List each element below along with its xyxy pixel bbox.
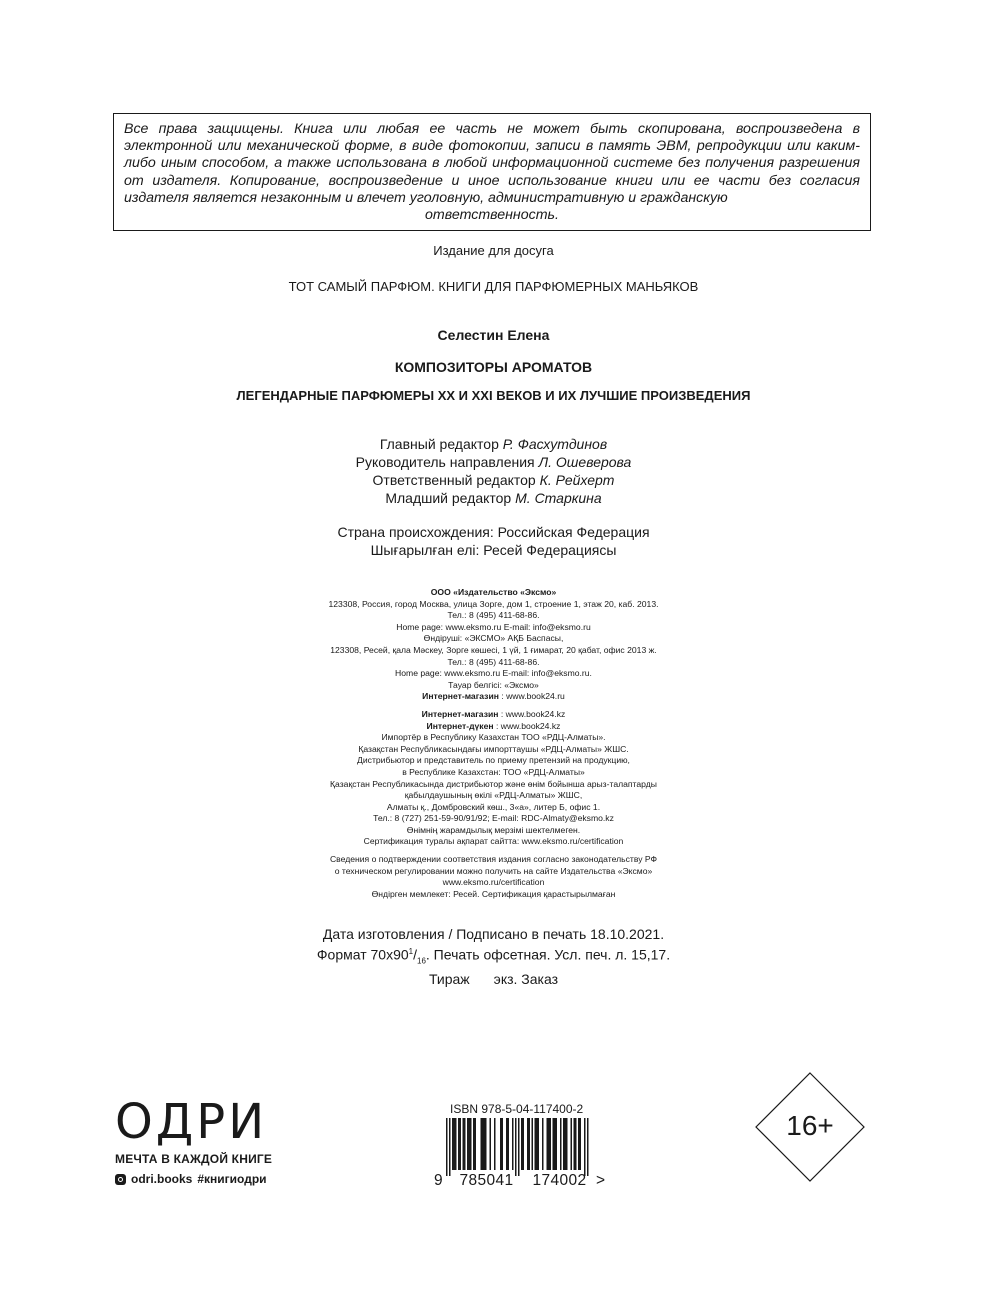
kz-line: қабылдаушының өкілі «РДЦ-Алматы» ЖШС, bbox=[404, 790, 583, 801]
barcode-digits: 9 785041 174002 > bbox=[434, 1172, 606, 1189]
barcode-bar bbox=[547, 1118, 549, 1170]
cert-line: www.eksmo.ru/certification bbox=[442, 877, 545, 888]
tel-kz: Тел.: 8 (495) 411-68-86. bbox=[447, 656, 540, 667]
staff-row bbox=[0, 435, 987, 453]
staff-role: Руководитель направления bbox=[355, 454, 535, 470]
isbn-label: ISBN 978-5-04-117400-2 bbox=[450, 1102, 584, 1116]
barcode-bar bbox=[515, 1118, 517, 1176]
kz-line: Сертификация туралы ақпарат сайтта: www.eksmo.ru/certification bbox=[363, 836, 624, 847]
kz-line: Импортёр в Республику Казахстан ТОО «РДЦ-Алматы». bbox=[381, 732, 606, 743]
publisher-imprint bbox=[0, 587, 987, 900]
kz-line: Қазақстан Республикасындағы импорттаушы «РДЦ-Алматы» ЖШС. bbox=[358, 743, 629, 754]
staff-name: К. Рейхерт bbox=[539, 472, 615, 488]
copyright-line: Все права защищены. Книга или любая ее часть не может быть скопирована, воспроизведена в bbox=[124, 121, 860, 137]
social-hashtag: #книгиодри bbox=[197, 1172, 267, 1186]
barcode-bar bbox=[512, 1118, 514, 1170]
barcode-bar bbox=[455, 1118, 457, 1170]
cert-line: Сведения о подтверждении соответствия издания согласно законодательству РФ bbox=[329, 854, 658, 865]
origin-kz: Шығарылған елі: Ресей Федерациясы bbox=[370, 542, 617, 558]
shop-ru: Интернет-магазин : www.book24.ru bbox=[422, 691, 565, 702]
format-line: Формат $70x90^1/_{16}$. Печать офсетная. Усл. печ. л. 15,17. bbox=[316, 946, 671, 966]
barcode-bar bbox=[548, 1118, 550, 1170]
editorial-staff bbox=[0, 435, 987, 507]
kz-line: Өнімнің жарамдылық мерзімі шектелмеген. bbox=[406, 824, 581, 835]
kz-line: в Республике Казахстан: ТОО «РДЦ-Алматы» bbox=[402, 766, 585, 777]
barcode-bar bbox=[482, 1118, 484, 1170]
barcode-bar bbox=[508, 1118, 510, 1170]
series-title: ТОТ САМЫЙ ПАРФЮМ. КНИГИ ДЛЯ ПАРФЮМЕРНЫХ МАНЬЯКОВ bbox=[288, 279, 699, 294]
production-info bbox=[0, 925, 987, 988]
barcode-bar bbox=[566, 1118, 568, 1170]
barcode-bar bbox=[463, 1118, 465, 1170]
barcode-bar bbox=[550, 1118, 552, 1170]
barcode-bar bbox=[470, 1118, 472, 1170]
barcode-bar bbox=[584, 1118, 586, 1176]
kz-line: Дистрибьютор и представитель по приему претензий на продукцию, bbox=[357, 755, 630, 766]
barcode-bar bbox=[460, 1118, 462, 1170]
barcode-bar bbox=[506, 1118, 508, 1170]
barcode-bar bbox=[523, 1118, 525, 1170]
staff-name: Л. Ошеверова bbox=[538, 454, 632, 470]
cert-line: Өндірген мемлекет: Ресей. Сертификация қарастырылмаған bbox=[371, 888, 616, 899]
kz-line: Қазақстан Республикасында дистрибьютор және өнім бойынша арыз-талаптарды bbox=[330, 778, 657, 789]
publisher-name: ООО «Издательство «Эксмо» bbox=[430, 587, 557, 597]
barcode-bar bbox=[536, 1118, 538, 1170]
barcode-bar bbox=[458, 1118, 460, 1170]
web-ru: Home page: www.eksmo.ru E-mail: info@eksmo.ru bbox=[396, 621, 591, 632]
social-handle: odri.books bbox=[131, 1172, 193, 1186]
shop-kz-2: Интернет-дүкен : www.book24.kz bbox=[426, 720, 561, 731]
barcode-bar bbox=[467, 1118, 469, 1170]
kz-line: Алматы қ., Домбровский көш., 3«а», литер Б, офис 1. bbox=[386, 801, 601, 812]
age-rating-badge bbox=[755, 1072, 865, 1182]
barcode-bar bbox=[446, 1118, 448, 1176]
barcode-bar bbox=[587, 1118, 589, 1176]
address-kz: 123308, Ресей, қала Мәскеу, Зорге көшесі, 1 үй, 1 ғимарат, 20 қабат, офис 2013 ж. bbox=[330, 644, 657, 655]
barcode-bar bbox=[521, 1118, 523, 1170]
copyright-line: каким-либо иным способом, а также использована в любой информационной системе без получения bbox=[124, 138, 860, 172]
barcode-bar bbox=[554, 1118, 556, 1170]
copyright-line: ответственность. bbox=[425, 207, 559, 224]
cert-line: о техническом регулировании можно получить на сайте Издательства «Эксмо» bbox=[334, 865, 653, 876]
staff-row bbox=[0, 489, 987, 507]
edition-type: Издание для досуга bbox=[433, 243, 554, 258]
barcode-bar bbox=[532, 1118, 534, 1170]
staff-role: Младший редактор bbox=[385, 490, 512, 506]
print-date: Дата изготовления / Подписано в печать 18.10.2021. bbox=[322, 926, 665, 942]
barcode-bar bbox=[518, 1118, 520, 1176]
barcode-bar bbox=[485, 1118, 487, 1170]
tel-ru: Тел.: 8 (495) 411-68-86. bbox=[447, 610, 540, 621]
barcode-bar bbox=[578, 1118, 580, 1170]
barcode-bars bbox=[442, 1118, 592, 1176]
kz-line: Тел.: 8 (727) 251-59-90/91/92; E-mail: RDC-Almaty@eksmo.kz bbox=[373, 813, 614, 824]
barcode-bar bbox=[469, 1118, 471, 1170]
barcode-bar bbox=[575, 1118, 577, 1170]
book-title: КОМПОЗИТОРЫ АРОМАТОВ bbox=[394, 359, 593, 375]
web-kz: Home page: www.eksmo.ru E-mail: info@eksmo.ru. bbox=[395, 668, 592, 679]
tirage-line: Тираж экз. Заказ bbox=[428, 971, 559, 988]
trademark: Тауар белгісі: «Эксмо» bbox=[448, 679, 539, 690]
copyright-notice bbox=[113, 113, 871, 231]
copyright-line: электронной или механической форме, в виде фотокопии, записи в память ЭВМ, репродукции или bbox=[124, 138, 811, 155]
barcode-bar bbox=[475, 1118, 477, 1170]
barcode-bar bbox=[481, 1118, 483, 1170]
barcode-bar bbox=[527, 1118, 529, 1170]
barcode-bar bbox=[452, 1118, 454, 1170]
barcode-bar bbox=[542, 1118, 544, 1170]
barcode-bar bbox=[529, 1118, 531, 1170]
logo-wordmark: ОДРИ bbox=[115, 1094, 268, 1150]
origin-ru: Страна происхождения: Российская Федерация bbox=[337, 524, 650, 540]
barcode-bar bbox=[556, 1118, 558, 1170]
barcode-bar bbox=[560, 1118, 562, 1170]
barcode-bar bbox=[490, 1118, 492, 1170]
logo-social bbox=[115, 1172, 272, 1186]
age-rating: 16+ bbox=[786, 1110, 834, 1141]
staff-row bbox=[0, 453, 987, 471]
author-name: Селестин Елена bbox=[437, 327, 550, 343]
copyright-line: без согласия издателя является незаконным и влечет уголовную, административную и гражданскую bbox=[124, 172, 860, 206]
barcode-bar bbox=[454, 1118, 456, 1170]
maker-kz: Өндіруші: «ЭКСМО» АҚБ Баспасы, bbox=[423, 633, 564, 644]
barcode-bar bbox=[574, 1118, 576, 1170]
odri-logo bbox=[115, 1094, 273, 1186]
staff-name: Р. Фасхутдинов bbox=[502, 436, 608, 452]
barcode-bar bbox=[538, 1118, 540, 1170]
barcode-bar bbox=[502, 1118, 504, 1170]
copyright-line: разрешения от издателя. Копирование, воспроизведение и иное использование книги или ее части bbox=[124, 155, 860, 189]
barcode-bar bbox=[563, 1118, 565, 1170]
barcode-bar bbox=[580, 1118, 582, 1170]
staff-row bbox=[0, 471, 987, 489]
country-of-origin bbox=[0, 523, 987, 559]
barcode-bar bbox=[553, 1118, 555, 1170]
shop-kz: Интернет-магазин : www.book24.kz bbox=[421, 708, 566, 719]
barcode-bar bbox=[565, 1118, 567, 1170]
barcode-bar bbox=[473, 1118, 475, 1170]
barcode-bar bbox=[484, 1118, 486, 1170]
book-subtitle: ЛЕГЕНДАРНЫЕ ПАРФЮМЕРЫ XX И XXI ВЕКОВ И ИХ ЛУЧШИЕ ПРОИЗВЕДЕНИЯ bbox=[236, 388, 751, 403]
barcode-bar bbox=[500, 1118, 502, 1170]
barcode-bar bbox=[571, 1118, 573, 1170]
barcode-bar bbox=[494, 1118, 496, 1170]
staff-role: Главный редактор bbox=[379, 436, 499, 452]
logo-tagline: МЕЧТА В КАЖДОЙ КНИГЕ bbox=[115, 1152, 273, 1166]
address-ru: 123308, Россия, город Москва, улица Зорге, дом 1, строение 1, этаж 20, каб. 2013. bbox=[328, 598, 659, 609]
barcode-bar bbox=[449, 1118, 451, 1176]
barcode-bar bbox=[464, 1118, 466, 1170]
instagram-icon bbox=[115, 1174, 126, 1185]
staff-role: Ответственный редактор bbox=[372, 472, 536, 488]
staff-name: М. Старкина bbox=[515, 490, 602, 506]
barcode-bar bbox=[535, 1118, 537, 1170]
